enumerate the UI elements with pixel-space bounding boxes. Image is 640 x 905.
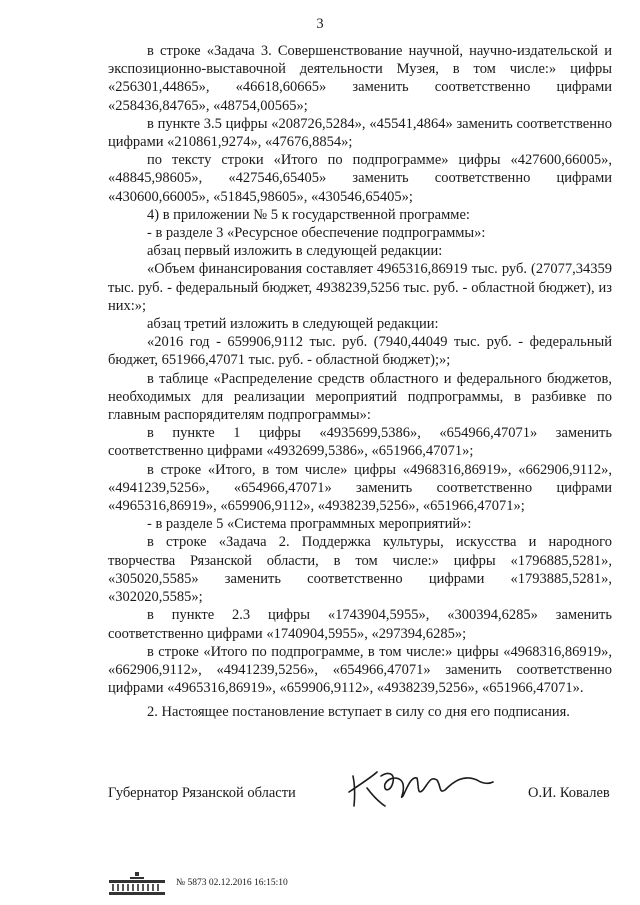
signatory-position: Губернатор Рязанской области — [108, 785, 296, 801]
paragraph: в пункте 3.5 цифры «208726,5284», «45541,4864» заменить соответственно цифрами «210861,9274», «47676,8854»; — [108, 115, 612, 151]
paragraph: по тексту строки «Итого по подпрограмме» цифры «427600,66005», «48845,98605», «427546,65405» заменить соответственно цифрами «430600,66005», «51845,98605», «430546,65405»; — [108, 152, 612, 205]
document-body — [108, 42, 612, 722]
paragraph: 4) в приложении № 5 к государственной программе: — [147, 206, 470, 223]
paragraph: абзац третий изложить в следующей редакции: — [147, 316, 439, 333]
paragraph: в пункте 2.3 цифры «1743904,5955», «300394,6285» заменить соответственно цифрами «1740904,5955», «297394,6285»; — [108, 607, 612, 642]
paragraph: в строке «Задача 2. Поддержка культуры, искусства и народного творчества Рязанской области, в том числе:» цифры «1796885,5281», «305020,5585» заменить соответственно цифрами «1793885,5281», «302020,5585»; — [108, 534, 612, 606]
government-building-stamp-icon — [108, 870, 166, 896]
paragraph: в таблице «Распределение средств областного и федерального бюджетов, необходимых для реализации мероприятий подпрограммы, в разбивке по главным распорядителям подпрограммы»: — [108, 370, 612, 424]
signatory-name: О.И. Ковалев — [528, 785, 610, 801]
paragraph: абзац первый изложить в следующей редакции: — [147, 243, 443, 260]
page-number: 3 — [316, 16, 324, 32]
paragraph: в строке «Задача 3. Совершенствование научной, научно-издательской и экспозиционно-выставочной деятельности Музея, в том числе:» цифры «256301,44865», «46618,60665» заменить соответственно цифрами «258436,84765», «48754,00565»; — [108, 43, 612, 114]
paragraph: в строке «Итого по подпрограмме, в том числе:» цифры «4968316,86919», «662906,9112», «4941239,5256», «654966,47071» заменить соответственно цифрами «4965316,86919», «659906,9112», «4938239,5256», «651966,47071». — [108, 643, 612, 697]
handwritten-signature — [345, 762, 495, 812]
paragraph: «2016 год - 659906,9112 тыс. руб. (7940,44049 тыс. руб. - федеральный бюджет, 651966,47071 тыс. руб. - областной бюджет);»; — [108, 334, 612, 369]
paragraph: 2. Настоящее постановление вступает в силу со дня его подписания. — [147, 704, 570, 721]
document-registration-mark: № 5873 02.12.2016 16:15:10 — [176, 878, 288, 888]
document-footer — [108, 870, 288, 896]
paragraph: - в разделе 5 «Система программных мероприятий»: — [147, 516, 472, 533]
paragraph: в пункте 1 цифры «4935699,5386», «654966,47071» заменить соответственно цифрами «4932699,5386», «651966,47071»; — [108, 425, 612, 460]
paragraph: «Объем финансирования составляет 4965316,86919 тыс. руб. (27077,34359 тыс. руб. - федеральный бюджет, 4938239,5256 тыс. руб. - областной бюджет), из них:»; — [108, 261, 612, 314]
paragraph: - в разделе 3 «Ресурсное обеспечение подпрограммы»: — [147, 225, 486, 242]
paragraph: в строке «Итого, в том числе» цифры «4968316,86919», «662906,9112», «4941239,5256», «654966,47071» заменить соответственно цифрами «4965316,86919», «659906,9112», «4938239,5256», «651966,47071»; — [108, 461, 612, 515]
